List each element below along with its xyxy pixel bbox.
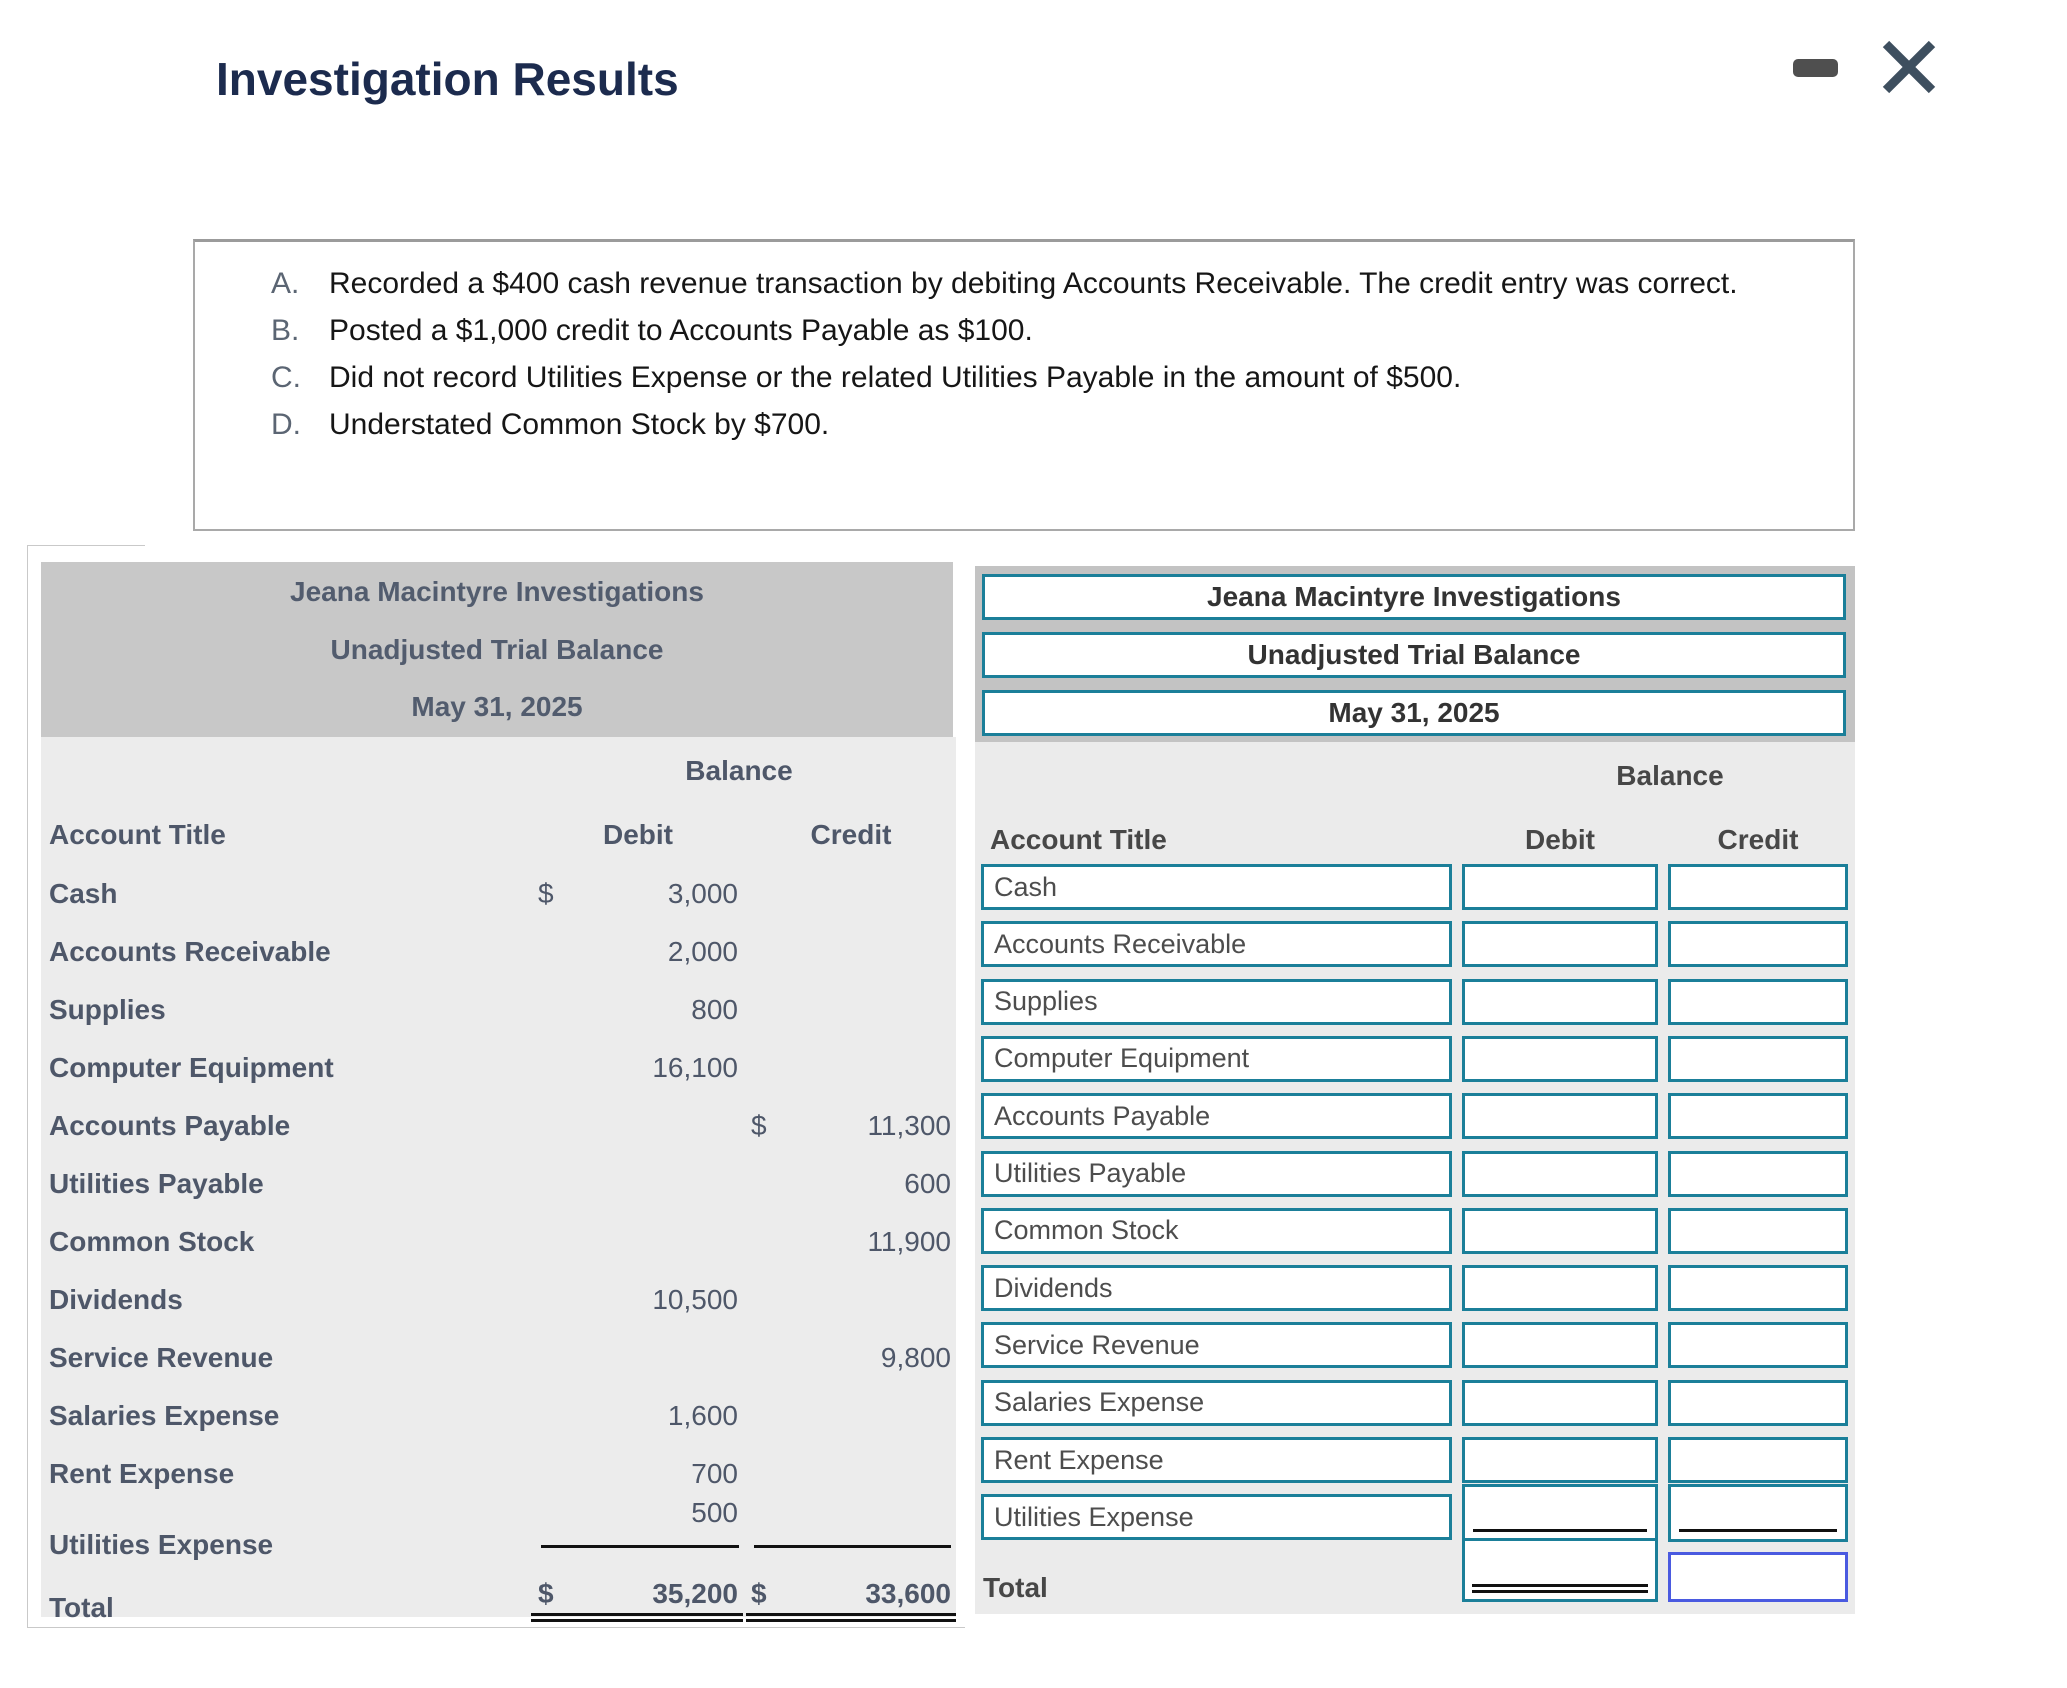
- instruction-letter: A.: [271, 267, 300, 300]
- debit-value: [538, 1329, 738, 1387]
- account-label: Accounts Payable: [49, 1110, 291, 1141]
- answer-credit-input-dividends[interactable]: [1668, 1265, 1848, 1311]
- answer-account-input-common-stock[interactable]: Common Stock: [981, 1208, 1452, 1254]
- answer-account-input-computer-equipment[interactable]: Computer Equipment: [981, 1036, 1452, 1082]
- answer-credit-input-accounts-receivable[interactable]: [1668, 921, 1848, 967]
- account-label: Salaries Expense: [49, 1400, 280, 1431]
- answer-account-input-utilities-expense[interactable]: Utilities Expense: [981, 1494, 1452, 1540]
- answer-account-input-accounts-payable[interactable]: Accounts Payable: [981, 1093, 1452, 1139]
- instruction-text: Understated Common Stock by $700.: [329, 408, 830, 441]
- answer-total-debit-input[interactable]: [1462, 1538, 1658, 1602]
- solution-total-credit: $ 33,600: [751, 1578, 951, 1609]
- answer-account-input-rent-expense[interactable]: Rent Expense: [981, 1437, 1452, 1483]
- amount: 10,500: [652, 1284, 738, 1315]
- solution-balance-header: Balance: [685, 755, 793, 786]
- answer-statement-header: [975, 566, 1855, 742]
- solution-total-row: [41, 1571, 956, 1623]
- answer-debit-input-utilities-expense[interactable]: [1462, 1484, 1658, 1542]
- answer-account-input-dividends[interactable]: Dividends: [981, 1265, 1452, 1311]
- answer-credit-input-utilities-expense[interactable]: [1668, 1484, 1848, 1542]
- debit-value: [538, 1493, 738, 1533]
- answer-debit-single-rule: [1473, 1529, 1647, 1532]
- credit-value: [751, 1213, 951, 1271]
- investigation-instructions-box: [193, 239, 1855, 531]
- credit-value: [751, 1039, 951, 1097]
- instruction-letter: C.: [271, 361, 301, 394]
- credit-single-rule: [754, 1545, 951, 1548]
- answer-debit-input-common-stock[interactable]: [1462, 1208, 1658, 1254]
- instruction-item-c: [271, 354, 1823, 401]
- debit-value: [538, 923, 738, 981]
- account-label: Cash: [49, 878, 118, 909]
- answer-total-debit-double-rule: [1472, 1584, 1648, 1593]
- answer-total-credit-input-focused[interactable]: [1668, 1552, 1848, 1602]
- answer-debit-input-cash[interactable]: [1462, 864, 1658, 910]
- answer-col-account-title: Account Title: [990, 824, 1167, 855]
- debit-value: [538, 1271, 738, 1329]
- answer-date-input[interactable]: May 31, 2025: [982, 690, 1846, 736]
- answer-account-input-supplies[interactable]: Supplies: [981, 979, 1452, 1025]
- instruction-text: Recorded a $400 cash revenue transaction by debiting Accounts Receivable. The credit entry was correct.: [329, 267, 1738, 300]
- solution-company-name: Jeana Macintyre Investigations: [290, 576, 704, 607]
- answer-account-input-salaries-expense[interactable]: Salaries Expense: [981, 1380, 1452, 1426]
- answer-debit-input-computer-equipment[interactable]: [1462, 1036, 1658, 1082]
- solution-row-utilities-expense: [41, 1497, 956, 1565]
- debit-value: [538, 865, 738, 923]
- account-label: Utilities Payable: [49, 1168, 264, 1199]
- instruction-letter: D.: [271, 408, 301, 441]
- account-label: Service Revenue: [49, 1342, 274, 1373]
- amount: 3,000: [667, 878, 738, 909]
- solution-debit-double-rule: [531, 1613, 743, 1622]
- account-label: Computer Equipment: [49, 1052, 334, 1083]
- answer-credit-input-common-stock[interactable]: [1668, 1208, 1848, 1254]
- dollar-sign: $: [751, 1578, 767, 1609]
- amount: 11,900: [867, 1226, 951, 1257]
- minimize-icon[interactable]: [1793, 59, 1838, 77]
- solution-row-accounts-receivable: [41, 923, 956, 981]
- answer-account-input-cash[interactable]: Cash: [981, 864, 1452, 910]
- solution-col-debit: Debit: [603, 819, 673, 850]
- dollar-sign: $: [751, 1110, 767, 1141]
- answer-debit-input-accounts-payable[interactable]: [1462, 1093, 1658, 1139]
- instruction-text: Did not record Utilities Expense or the related Utilities Payable in the amount of $500.: [329, 361, 1462, 394]
- debit-value: [538, 1155, 738, 1213]
- amount: 1,600: [667, 1400, 738, 1431]
- debit-value: [538, 1213, 738, 1271]
- account-label: Supplies: [49, 994, 166, 1025]
- answer-credit-single-rule: [1679, 1529, 1837, 1532]
- credit-value: [751, 1387, 951, 1445]
- answer-credit-input-accounts-payable[interactable]: [1668, 1093, 1848, 1139]
- amount: 800: [691, 994, 738, 1025]
- solution-total-label: Total: [49, 1592, 114, 1623]
- solution-statement-header: [41, 562, 953, 737]
- answer-company-input[interactable]: Jeana Macintyre Investigations: [982, 574, 1846, 620]
- answer-debit-input-supplies[interactable]: [1462, 979, 1658, 1025]
- credit-value: [751, 981, 951, 1039]
- solution-row-salaries-expense: [41, 1387, 956, 1445]
- instruction-item-a: [271, 260, 1823, 307]
- debit-value: [538, 1097, 738, 1155]
- solution-row-utilities-payable: [41, 1155, 956, 1213]
- answer-credit-input-cash[interactable]: [1668, 864, 1848, 910]
- answer-statement-input[interactable]: Unadjusted Trial Balance: [982, 632, 1846, 678]
- account-label: Rent Expense: [49, 1458, 235, 1489]
- close-icon[interactable]: [1880, 38, 1938, 96]
- answer-credit-input-utilities-payable[interactable]: [1668, 1151, 1848, 1197]
- answer-debit-input-utilities-payable[interactable]: [1462, 1151, 1658, 1197]
- answer-debit-input-service-revenue[interactable]: [1462, 1322, 1658, 1368]
- account-label: Utilities Expense: [49, 1529, 274, 1560]
- amount: 16,100: [652, 1052, 738, 1083]
- answer-credit-input-supplies[interactable]: [1668, 979, 1848, 1025]
- answer-debit-input-salaries-expense[interactable]: [1462, 1380, 1658, 1426]
- solution-statement-title: Unadjusted Trial Balance: [330, 633, 664, 665]
- solution-total-debit: $ 35,200: [538, 1578, 738, 1609]
- answer-col-debit: Debit: [1525, 824, 1595, 855]
- answer-balance-header: Balance: [1616, 760, 1724, 791]
- instruction-item-d: [271, 401, 1823, 448]
- instruction-letter: B.: [271, 314, 300, 347]
- instruction-item-b: [271, 307, 1823, 354]
- solution-trial-balance-card: [27, 546, 965, 1628]
- solution-row-accounts-payable: [41, 1097, 956, 1155]
- amount: 2,000: [667, 936, 738, 967]
- answer-credit-input-computer-equipment[interactable]: [1668, 1036, 1848, 1082]
- solution-row-computer-equipment: [41, 1039, 956, 1097]
- account-label: Dividends: [49, 1284, 183, 1315]
- solution-table: [41, 737, 956, 1623]
- dollar-sign: $: [538, 878, 554, 909]
- page-title: Investigation Results: [216, 53, 679, 105]
- answer-credit-input-service-revenue[interactable]: [1668, 1322, 1848, 1368]
- amount: 600: [904, 1168, 951, 1199]
- credit-value: [751, 1271, 951, 1329]
- solution-credit-double-rule: [746, 1613, 956, 1622]
- credit-value: [751, 1493, 951, 1533]
- credit-value: [751, 1097, 951, 1155]
- debit-single-rule: [541, 1545, 739, 1548]
- answer-debit-input-accounts-receivable[interactable]: [1462, 921, 1658, 967]
- credit-value: [751, 865, 951, 923]
- dollar-sign: $: [538, 1578, 554, 1609]
- solution-statement-date: May 31, 2025: [411, 691, 583, 722]
- answer-total-label: Total: [983, 1572, 1048, 1603]
- account-label: Common Stock: [49, 1226, 255, 1257]
- debit-value: [538, 1387, 738, 1445]
- credit-value: [751, 1329, 951, 1387]
- debit-value: [538, 981, 738, 1039]
- answer-debit-input-rent-expense[interactable]: [1462, 1437, 1658, 1483]
- solution-column-headers: [41, 815, 956, 855]
- solution-row-common-stock: [41, 1213, 956, 1271]
- solution-row-supplies: [41, 981, 956, 1039]
- answer-account-input-service-revenue[interactable]: Service Revenue: [981, 1322, 1452, 1368]
- solution-row-cash: [41, 865, 956, 923]
- amount: 11,300: [867, 1110, 951, 1141]
- credit-value: [751, 923, 951, 981]
- answer-col-credit: Credit: [1717, 824, 1799, 855]
- amount: 700: [691, 1458, 738, 1489]
- solution-row-service-revenue: [41, 1329, 956, 1387]
- answer-credit-input-salaries-expense[interactable]: [1668, 1380, 1848, 1426]
- account-label: Accounts Receivable: [49, 936, 331, 967]
- answer-debit-input-dividends[interactable]: [1462, 1265, 1658, 1311]
- answer-account-input-utilities-payable[interactable]: Utilities Payable: [981, 1151, 1452, 1197]
- solution-row-dividends: [41, 1271, 956, 1329]
- solution-col-account-title: Account Title: [49, 819, 226, 850]
- instruction-text: Posted a $1,000 credit to Accounts Payable as $100.: [329, 314, 1033, 347]
- debit-value: [538, 1039, 738, 1097]
- credit-value: [751, 1155, 951, 1213]
- solution-col-credit: Credit: [810, 819, 892, 850]
- amount: 9,800: [880, 1342, 951, 1373]
- answer-account-input-accounts-receivable[interactable]: Accounts Receivable: [981, 921, 1452, 967]
- amount: 500: [691, 1497, 738, 1528]
- answer-table: [975, 742, 1855, 1614]
- answer-credit-input-rent-expense[interactable]: [1668, 1437, 1848, 1483]
